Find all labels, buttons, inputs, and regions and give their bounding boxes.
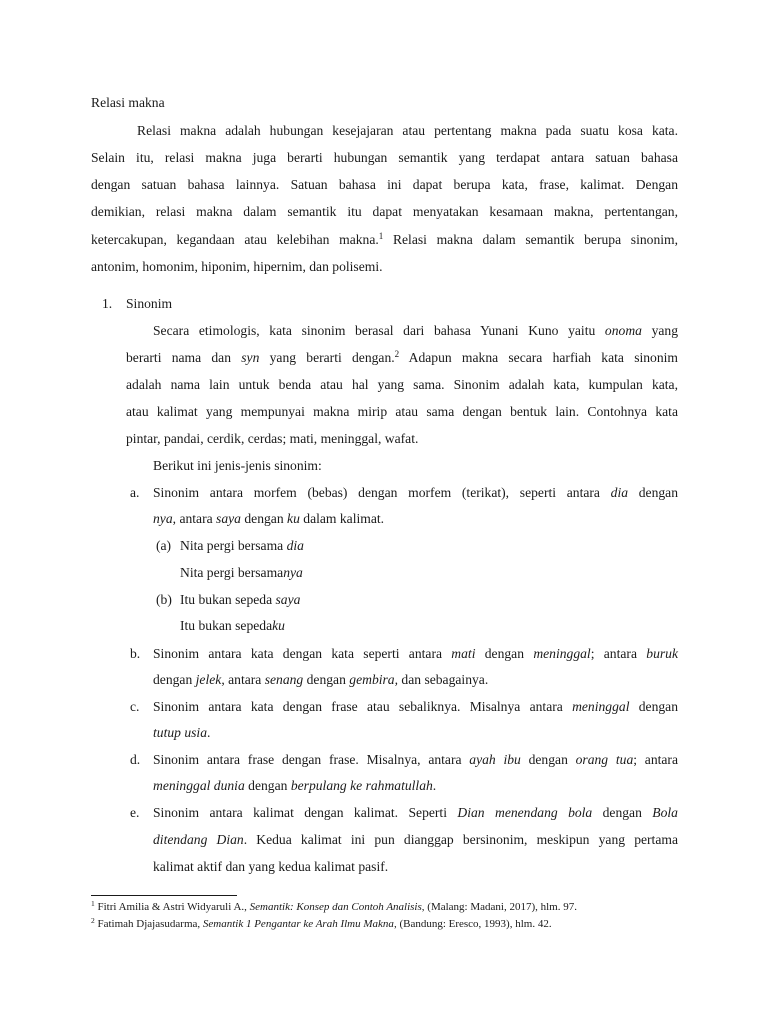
item-d-line-2: meninggal dunia dengan berpulang ke rahmatullah.: [153, 778, 437, 793]
item-a-line-2: nya, antara saya dengan ku dalam kalimat.: [153, 511, 385, 526]
example-a-label: (a): [156, 538, 172, 553]
item-d-label: d.: [130, 752, 141, 767]
item-b-label: b.: [130, 646, 141, 661]
item-a-line-1: Sinonim antara morfem (bebas) dengan morfem (terikat), seperti antara dia dengan: [153, 485, 679, 500]
example-b-label: (b): [156, 592, 172, 607]
intro-line-6: antonim, homonim, hiponim, hipernim, dan polisemi.: [91, 259, 383, 274]
jenis-intro: Berikut ini jenis-jenis sinonim:: [153, 458, 322, 473]
intro-line-3: dengan satuan bahasa lainnya. Satuan bahasa ini dapat berupa kata, frase, kalimat. Dengan: [91, 177, 678, 192]
example-b-line-2: Itu bukan sepedaku: [180, 618, 285, 633]
intro-line-5: ketercakupan, kegandaan atau kelebihan makna.$^1$ Relasi makna dalam semantik berupa sinonim,: [91, 231, 678, 247]
sinonim-line-4: atau kalimat yang mempunyai makna mirip atau sama dengan bentuk lain. Contohnya kata: [126, 404, 678, 419]
item-b-line-2: dengan jelek, antara senang dengan gembira, dan sebagainya.: [153, 672, 489, 687]
item-e-label: e.: [130, 805, 140, 820]
section-number: 1.: [102, 296, 113, 311]
intro-line-1: Relasi makna adalah hubungan kesejajaran atau pertentang makna pada suatu kosa kata.: [137, 123, 678, 138]
item-c-line-1: Sinonim antara kata dengan frase atau sebaliknya. Misalnya antara meninggal dengan: [153, 699, 679, 714]
section-title: Sinonim: [126, 296, 173, 311]
item-b-line-1: Sinonim antara kata dengan kata seperti antara mati dengan meninggal; antara buruk: [153, 646, 678, 661]
footnote-ref-1[interactable]: 1: [378, 231, 384, 241]
footnote-1: $^1$ Fitri Amilia & Astri Widyaruli A., Semantik: Konsep dan Contoh Analisis, (Malang: Madani, 2017), hlm. 97.: [91, 899, 577, 913]
sinonim-line-5: pintar, pandai, cerdik, cerdas; mati, meninggal, wafat.: [126, 431, 419, 446]
item-d-line-1: Sinonim antara frase dengan frase. Misalnya, antara ayah ibu dengan orang tua; antara: [153, 752, 678, 767]
footnote-ref-2[interactable]: 2: [394, 349, 400, 359]
section-heading: Relasi makna: [91, 95, 165, 110]
item-c-label: c.: [130, 699, 140, 714]
item-c-line-2: tutup usia.: [153, 725, 211, 740]
example-b-line-1: Itu bukan sepeda saya: [180, 592, 301, 607]
item-e-line-2: ditendang Dian. Kedua kalimat ini pun dianggap bersinonim, meskipun yang pertama: [153, 832, 678, 847]
intro-line-4: demikian, relasi makna dalam semantik itu dapat menyatakan kesamaan makna, pertentangan,: [91, 204, 678, 219]
sinonim-line-2: berarti nama dan syn yang berarti dengan.$^2$ Adapun makna secara harfiah kata sinonim: [126, 349, 678, 365]
sinonim-line-3: adalah nama lain untuk benda atau hal yang sama. Sinonim adalah kata, kumpulan kata,: [126, 377, 678, 392]
item-a-label: a.: [130, 485, 140, 500]
example-a-line-2: Nita pergi bersamanya: [180, 565, 303, 580]
intro-line-2: Selain itu, relasi makna juga berarti hubungan semantik yang terdapat antara satuan bahasa: [91, 150, 678, 165]
example-a-line-1: Nita pergi bersama dia: [180, 538, 304, 553]
footnote-2: $^2$ Fatimah Djajasudarma, Semantik 1 Pengantar ke Arah Ilmu Makna, (Bandung: Eresco, 1993), hlm. 42.: [91, 916, 552, 930]
footnote-separator: [91, 895, 237, 896]
item-e-line-3: kalimat aktif dan yang kedua kalimat pasif.: [153, 859, 389, 874]
item-e-line-1: Sinonim antara kalimat dengan kalimat. Seperti Dian menendang bola dengan Bola: [153, 805, 678, 820]
sinonim-line-1: Secara etimologis, kata sinonim berasal dari bahasa Yunani Kuno yaitu onoma yang: [153, 323, 679, 338]
